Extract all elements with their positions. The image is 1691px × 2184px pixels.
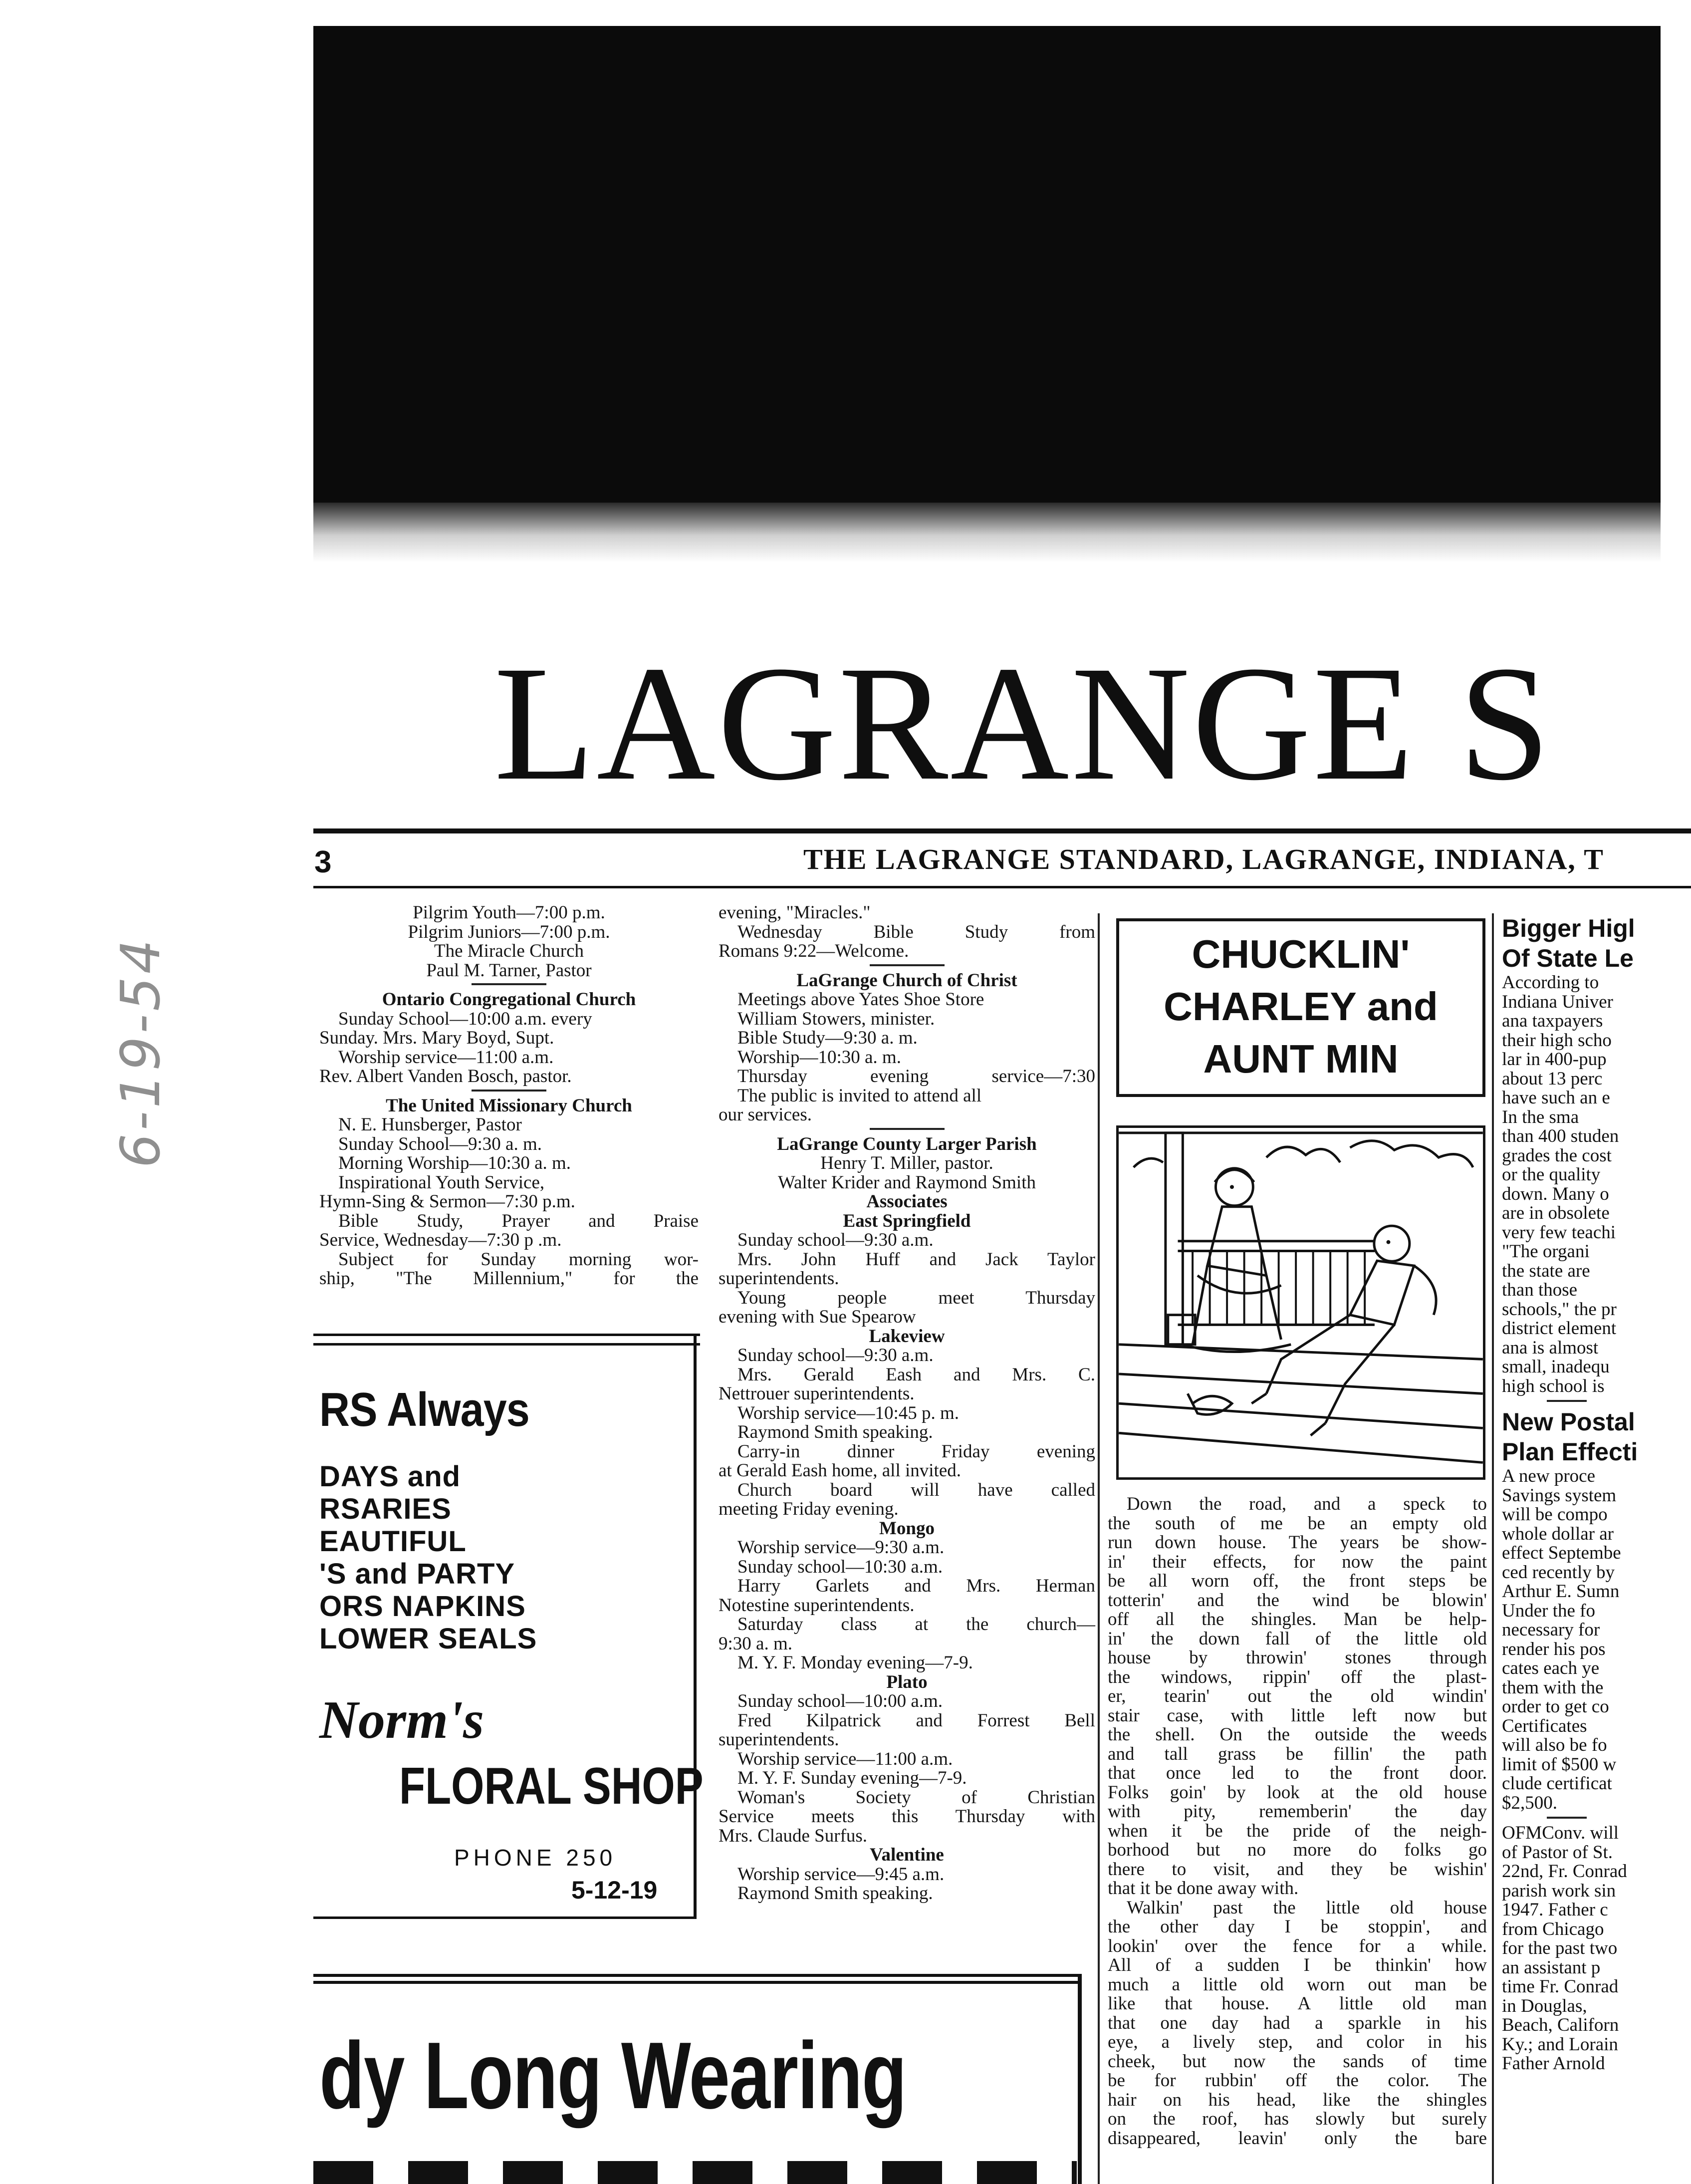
cartoon-drawing — [1119, 1128, 1483, 1477]
masthead-title: LAGRANGE S — [494, 632, 1552, 815]
listing-line: at Gerald Eash home, all invited. — [719, 1460, 961, 1481]
ad-border-right — [694, 1334, 697, 1917]
listing-line: Service, Wednesday—7:30 p .m. — [319, 1230, 562, 1250]
listing-line: Sunday School—9:30 a. m. — [338, 1133, 542, 1154]
article-line: borhood but no more do folks go — [1108, 1840, 1487, 1860]
article-line: house by throwin' stones through — [1108, 1647, 1487, 1668]
listing-line: Worship service—11:00 a.m. — [737, 1748, 953, 1769]
listing-line: Rev. Albert Vanden Bosch, pastor. — [319, 1066, 572, 1087]
listing-line: Worship service—9:30 a.m. — [737, 1537, 945, 1558]
article-line: disappeared, leavin' only the bare — [1108, 2128, 1487, 2149]
article-line: there to visit, and they be wishin' — [1108, 1859, 1487, 1880]
listing-line: Wednesday Bible Study from — [737, 921, 1095, 942]
listing-line: M. Y. F. Sunday evening—7-9. — [737, 1768, 967, 1788]
section-heading: Mongo — [879, 1518, 935, 1539]
article-line: ced recently by — [1502, 1562, 1615, 1583]
listing-line: Young people meet Thursday — [737, 1287, 1095, 1308]
listing-line: Church board will have called — [737, 1479, 1095, 1500]
ad-line: EAUTIFUL — [319, 1525, 467, 1558]
article-line: that one day had a sparkle in his — [1108, 2012, 1487, 2033]
article-line: limit of $500 w — [1502, 1754, 1617, 1775]
article-line: district element — [1502, 1318, 1617, 1339]
ad-line: DAYS and — [319, 1460, 461, 1493]
listing-line: Worship service—10:45 p. m. — [737, 1402, 960, 1423]
ad-headline: RS Always — [319, 1383, 529, 1436]
article-line: A new proce — [1502, 1466, 1595, 1486]
folio-bottom-rule — [313, 886, 1691, 888]
redacted-black-band — [313, 26, 1661, 503]
section-heading: LaGrange County Larger Parish — [777, 1133, 1037, 1154]
listing-line: superintendents. — [719, 1729, 839, 1750]
listing-line: Hymn-Sing & Sermon—7:30 p.m. — [319, 1191, 575, 1212]
article-line: lookin' over the fence for a while. — [1108, 1935, 1487, 1956]
article-line: Walkin' past the little old house — [1127, 1897, 1487, 1918]
article-line: have such an e — [1502, 1088, 1610, 1108]
section-rule — [472, 1090, 546, 1092]
listing-line: Service meets this Thursday with — [719, 1806, 1095, 1827]
article-line: down. Many o — [1502, 1183, 1609, 1204]
article-headline: New Postal — [1502, 1408, 1635, 1436]
feature-title-line: CHARLEY and — [1164, 984, 1438, 1029]
article-line: an assistant p — [1502, 1957, 1601, 1978]
article-headline: Of State Le — [1502, 944, 1634, 972]
listing-line: evening with Sue Spearow — [719, 1307, 916, 1327]
listing-line: Raymond Smith speaking. — [737, 1883, 933, 1904]
listing-line: Mrs. John Huff and Jack Taylor — [737, 1249, 1095, 1270]
article-line: high school is — [1502, 1375, 1605, 1396]
listing-line: Henry T. Miller, pastor. — [820, 1153, 993, 1173]
listing-line: Woman's Society of Christian — [737, 1787, 1095, 1808]
listing-line: Subject for Sunday morning wor- — [338, 1249, 699, 1270]
column-divider — [1098, 913, 1100, 2184]
section-rule — [1547, 1817, 1587, 1819]
porch-cartoon-illustration — [1116, 1125, 1485, 1480]
article-line: off all the shingles. Man be help- — [1108, 1609, 1487, 1630]
listing-line: Walter Krider and Raymond Smith — [778, 1172, 1036, 1193]
listing-line: Inspirational Youth Service, — [338, 1172, 545, 1193]
article-line: ana taxpayers — [1502, 1011, 1603, 1031]
ad-phone: PHONE 250 — [454, 1845, 617, 1871]
column-divider — [1492, 913, 1494, 2184]
article-line: er, tearin' out the old windin' — [1108, 1686, 1487, 1706]
listing-line: Sunday school—9:30 a.m. — [737, 1230, 934, 1250]
listing-line: Notestine superintendents. — [719, 1595, 915, 1616]
listing-line: Pilgrim Juniors—7:00 p.m. — [408, 921, 610, 942]
article-line: from Chicago — [1502, 1918, 1604, 1939]
listing-line: our services. — [719, 1104, 812, 1125]
article-line: eye, a lively step, and color in his — [1108, 2032, 1487, 2052]
folio-line: THE LAGRANGE STANDARD, LAGRANGE, INDIANA, T — [803, 843, 1604, 875]
article-line: According to — [1502, 972, 1599, 993]
article-headline: Bigger Higl — [1502, 914, 1635, 942]
article-line: about 13 perc — [1502, 1068, 1603, 1089]
church-column-2 — [719, 903, 1095, 1904]
article-line: stair case, with little left now but — [1108, 1705, 1487, 1726]
article-line: ana is almost — [1502, 1337, 1599, 1358]
article-line: like that house. A little old man — [1108, 1993, 1487, 2014]
article-line: small, inadequ — [1502, 1357, 1610, 1377]
ad-line: LOWER SEALS — [319, 1623, 537, 1655]
section-heading: Valentine — [870, 1845, 944, 1865]
article-line: render his pos — [1502, 1638, 1606, 1659]
article-line: $2,500. — [1502, 1792, 1557, 1813]
article-line: will be compo — [1502, 1504, 1608, 1525]
article-line: when it be the pride of the neigh- — [1108, 1820, 1487, 1841]
article-line: parish work sin — [1502, 1880, 1616, 1901]
article-line: on the roof, has slowly but surely — [1108, 2109, 1487, 2129]
article-line: cates each ye — [1502, 1658, 1600, 1678]
article-line: and tall grass be fillin' the path — [1108, 1743, 1487, 1764]
article-line: that once led to the front door. — [1108, 1763, 1487, 1783]
article-line: totterin' and the wind be blowin' — [1108, 1590, 1487, 1611]
folio-top-rule — [313, 828, 1691, 833]
article-line: In the sma — [1502, 1106, 1579, 1127]
article-line: "The organi — [1502, 1241, 1590, 1262]
listing-line: William Stowers, minister. — [737, 1008, 935, 1029]
listing-line: The Miracle Church — [434, 941, 584, 961]
listing-line: evening, "Miracles." — [719, 902, 871, 923]
article-line: All of a sudden I be thinkin' how — [1108, 1955, 1487, 1975]
article-line: be for rubbin' off the color. The — [1108, 2070, 1487, 2091]
scan-noise-fade — [313, 503, 1661, 562]
listing-line: Mrs. Gerald Eash and Mrs. C. — [737, 1364, 1095, 1385]
article-line: in' the down fall of the little old — [1108, 1628, 1487, 1649]
listing-line: Sunday School—10:00 a.m. every — [338, 1008, 592, 1029]
section-heading: The United Missionary Church — [386, 1095, 632, 1116]
news-column-right — [1502, 913, 1691, 2074]
article-line: run down house. The years be show- — [1108, 1532, 1487, 1553]
section-heading: LaGrange Church of Christ — [796, 970, 1017, 991]
listing-line: Mrs. Claude Surfus. — [719, 1825, 868, 1846]
article-line: of Pastor of St. — [1502, 1842, 1613, 1863]
listing-line: The public is invited to attend all — [737, 1085, 982, 1106]
page-number: 3 — [314, 845, 332, 879]
ad-code: 5-12-19 — [571, 1876, 658, 1904]
article-line: Beach, Californ — [1502, 2015, 1619, 2035]
article-line: Arthur E. Sumn — [1502, 1581, 1620, 1602]
listing-line: Nettrouer superintendents. — [719, 1383, 915, 1404]
listing-line: Pilgrim Youth—7:00 p.m. — [413, 902, 605, 923]
listing-line: Thursday evening service—7:30 — [737, 1066, 1095, 1087]
article-line: much a little old worn out man be — [1108, 1974, 1487, 1995]
feature-title-box — [1116, 918, 1485, 1097]
article-line: cheek, but now the sands of time — [1108, 2051, 1487, 2072]
section-heading: Ontario Congregational Church — [382, 989, 636, 1010]
ad2-border-top — [313, 1974, 1082, 1984]
article-line: very few teachi — [1502, 1222, 1616, 1243]
listing-line: Saturday class at the church— — [737, 1614, 1095, 1635]
section-rule — [870, 964, 945, 966]
church-column-1 — [319, 903, 699, 1289]
listing-line: Romans 9:22—Welcome. — [719, 941, 909, 961]
article-line: the state are — [1502, 1260, 1590, 1281]
article-line: with pity, rememberin' the day — [1108, 1801, 1487, 1822]
article-line: necessary for — [1502, 1620, 1600, 1640]
section-heading: Plato — [886, 1671, 928, 1692]
listing-line: ship, "The Millennium," for the — [319, 1268, 699, 1289]
article-line: Down the road, and a speck to — [1127, 1494, 1487, 1514]
listing-line: Sunday school—10:00 a.m. — [737, 1691, 943, 1711]
article-line: order to get co — [1502, 1696, 1609, 1717]
article-line: the windows, rippin' off the plast- — [1108, 1666, 1487, 1687]
ad-border-bottom — [313, 1916, 697, 1919]
feature-title-line: AUNT MIN — [1203, 1037, 1399, 1081]
ad2-border-right — [1078, 1974, 1082, 2184]
listing-line: superintendents. — [719, 1268, 839, 1289]
article-line: lar in 400-pup — [1502, 1049, 1607, 1070]
article-line: whole dollar ar — [1502, 1523, 1614, 1544]
listing-line: Fred Kilpatrick and Forrest Bell — [737, 1710, 1095, 1731]
listing-line: Worship service—11:00 a.m. — [338, 1047, 554, 1068]
article-line: clude certificat — [1502, 1773, 1612, 1794]
article-line: hair on his head, like the shingles — [1108, 2089, 1487, 2110]
listing-line: Bible Study—9:30 a. m. — [737, 1028, 918, 1048]
article-line: schools," the pr — [1502, 1299, 1617, 1320]
article-line: Ky.; and Lorain — [1502, 2034, 1618, 2055]
section-heading: East Springfield — [843, 1210, 971, 1231]
article-line: are in obsolete — [1502, 1203, 1610, 1223]
listing-line: Sunday. Mrs. Mary Boyd, Supt. — [319, 1028, 554, 1048]
section-heading: Lakeview — [869, 1326, 945, 1347]
ad-shop-name: FLORAL SHOP — [399, 1757, 704, 1815]
article-line: for the past two — [1502, 1938, 1618, 1958]
section-rule — [870, 1128, 945, 1130]
ad-border-top — [313, 1334, 700, 1346]
article-line: the south of me be an empty old — [1108, 1513, 1487, 1534]
listing-line: Raymond Smith speaking. — [737, 1422, 933, 1442]
article-line: than 400 studen — [1502, 1126, 1619, 1146]
listing-line: Sunday school—10:30 a.m. — [737, 1556, 943, 1577]
article-line: time Fr. Conrad — [1502, 1976, 1619, 1997]
article-line: or the quality — [1502, 1164, 1601, 1185]
handwritten-date-note — [90, 908, 200, 1168]
article-line: the shell. On the outside the weeds — [1108, 1724, 1487, 1745]
article-line: effect Septembe — [1502, 1543, 1621, 1563]
article-line: will also be fo — [1502, 1735, 1607, 1755]
listing-line: N. E. Hunsberger, Pastor — [338, 1114, 522, 1135]
article-line: the other day I be stoppin', and — [1108, 1916, 1487, 1937]
feature-title-line: CHUCKLIN' — [1192, 932, 1410, 976]
article-line: Under the fo — [1502, 1600, 1595, 1621]
article-line: that it be done away with. — [1108, 1878, 1299, 1899]
article-line: OFMConv. will — [1502, 1823, 1619, 1843]
article-headline: Plan Effecti — [1502, 1438, 1638, 1466]
listing-line: Sunday school—9:30 a.m. — [737, 1345, 934, 1365]
article-line: Indiana Univer — [1502, 991, 1613, 1012]
listing-line: 9:30 a. m. — [719, 1633, 792, 1654]
listing-line: Worship service—9:45 a.m. — [737, 1864, 945, 1885]
listing-line: Bible Study, Prayer and Praise — [338, 1210, 699, 1231]
article-line: be all worn off, the front steps be — [1108, 1571, 1487, 1591]
listing-line: Paul M. Tarner, Pastor — [426, 960, 592, 981]
ad2-cropped-lettering — [313, 2161, 1077, 2184]
chucklin-charley-article — [1108, 1495, 1487, 2148]
listing-line: Harry Garlets and Mrs. Herman — [737, 1576, 1095, 1596]
article-line: Father Arnold — [1502, 2053, 1605, 2074]
section-rule — [472, 983, 546, 985]
listing-line: M. Y. F. Monday evening—7-9. — [737, 1652, 973, 1673]
article-line: than those — [1502, 1280, 1578, 1300]
ad-line: 'S and PARTY — [319, 1558, 515, 1590]
article-line: them with the — [1502, 1677, 1604, 1698]
article-line: Certificates — [1502, 1715, 1587, 1736]
listing-line: Carry-in dinner Friday evening — [737, 1441, 1095, 1462]
listing-line: meeting Friday evening. — [719, 1499, 899, 1519]
article-line: 22nd, Fr. Conrad — [1502, 1861, 1627, 1882]
article-line: in' their effects, for now the paint — [1108, 1551, 1487, 1572]
listing-line: Meetings above Yates Shoe Store — [737, 989, 984, 1010]
listing-line: Morning Worship—10:30 a. m. — [338, 1153, 571, 1173]
handwritten-date: 6-19-54 — [110, 936, 172, 1168]
article-line: their high scho — [1502, 1030, 1612, 1051]
ad-line: ORS NAPKINS — [319, 1590, 526, 1623]
section-rule — [1547, 1400, 1587, 1402]
ad2-headline: dy Long Wearing — [319, 2023, 906, 2129]
listing-line: Worship—10:30 a. m. — [737, 1047, 901, 1068]
article-line: 1947. Father c — [1502, 1900, 1608, 1920]
section-heading: Associates — [866, 1191, 948, 1212]
ad-line: RSARIES — [319, 1493, 452, 1525]
article-line: in Douglas, — [1502, 1995, 1587, 2016]
article-line: Folks goin' by look at the old house — [1108, 1782, 1487, 1803]
article-line: grades the cost — [1502, 1145, 1612, 1166]
ad-brand-script: Norm's — [319, 1690, 484, 1750]
article-line: Savings system — [1502, 1485, 1617, 1506]
